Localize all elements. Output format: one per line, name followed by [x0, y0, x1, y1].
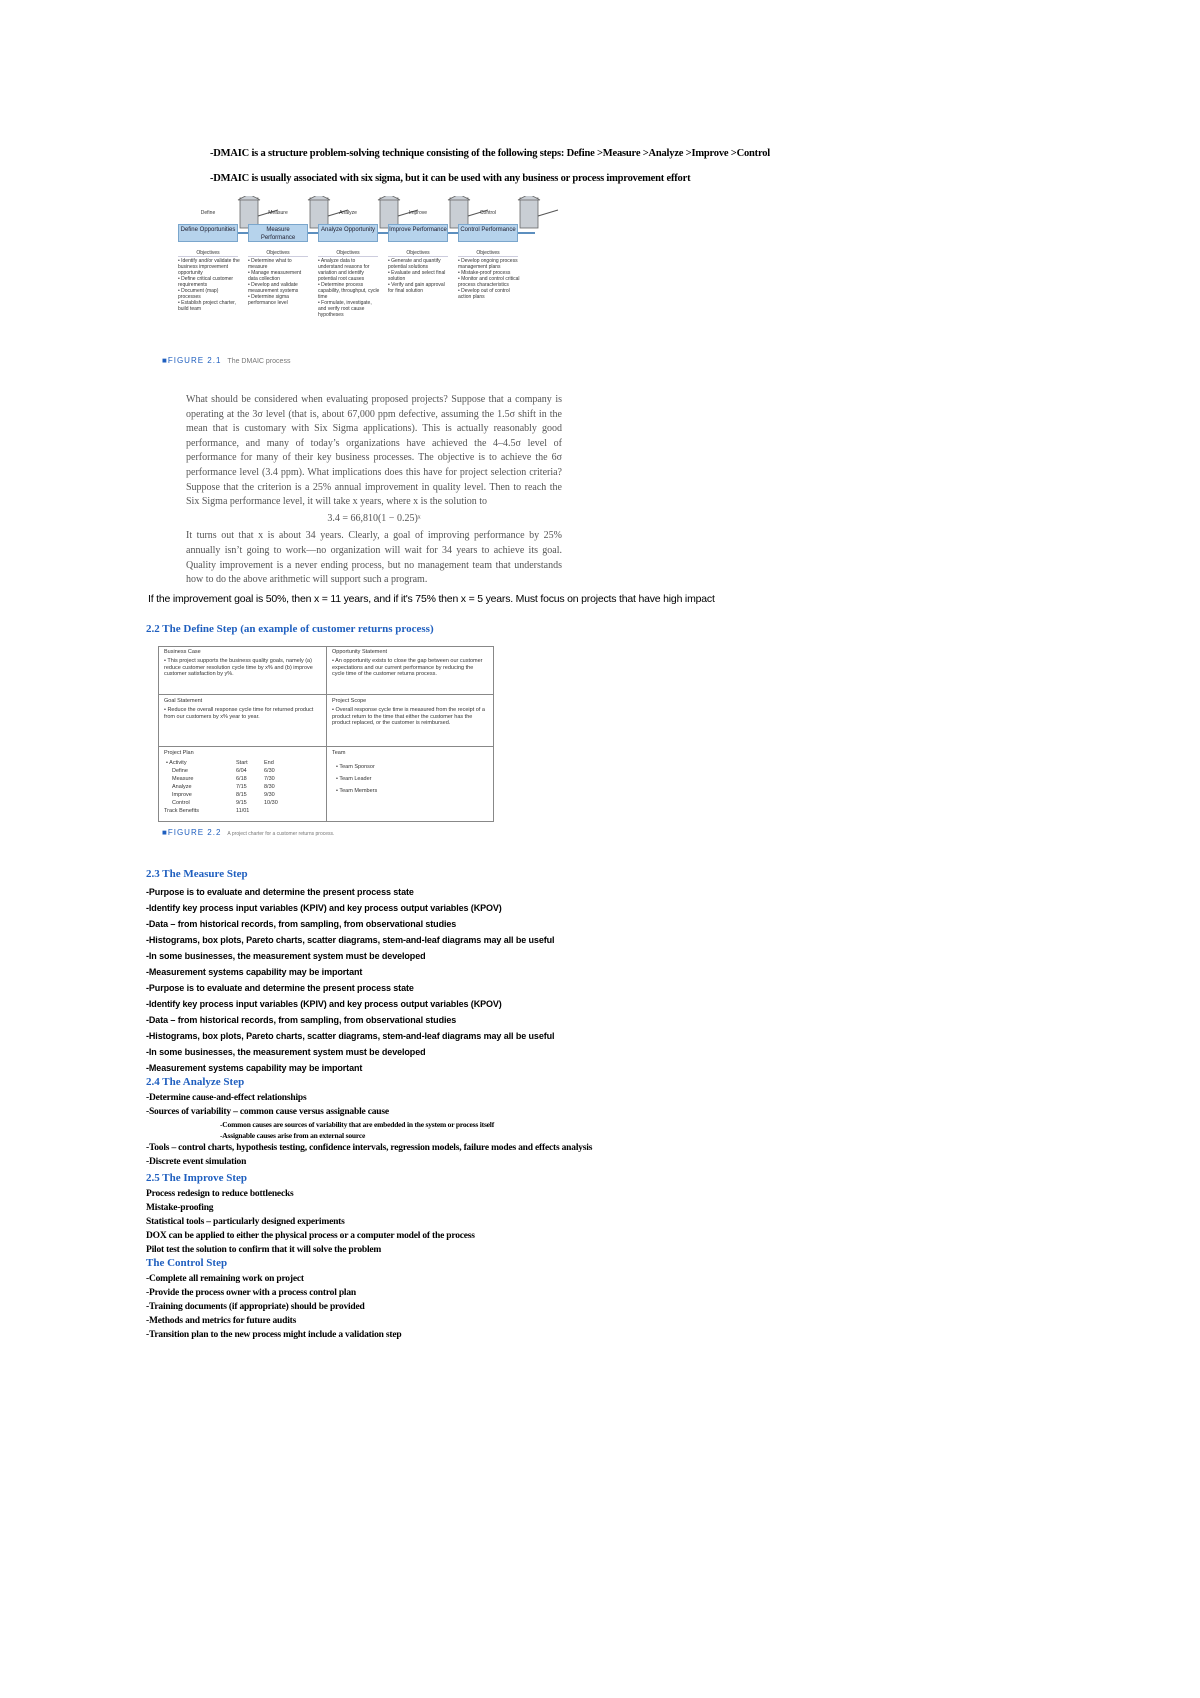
list-item: Statistical tools – particularly designed experiments — [146, 1217, 345, 1227]
business-case-heading: Business Case — [164, 649, 201, 655]
phase-objectives-heading: Objectives — [318, 250, 378, 257]
intro-line-1: -DMAIC is a structure problem-solving technique consisting of the following steps: Define >Measure >Analyze >Improve >Control — [210, 148, 770, 159]
phase-tab-improve: Improve — [408, 210, 428, 216]
control-step-heading: The Control Step — [146, 1257, 228, 1269]
list-item: Process redesign to reduce bottlenecks — [146, 1189, 294, 1199]
list-item: -Provide the process owner with a process control plan — [146, 1288, 356, 1298]
plan-cell: Define — [172, 768, 188, 774]
measure-step-heading: 2.3 The Measure Step — [146, 868, 248, 880]
figure-caption-label: ■FIGURE 2.2 — [162, 828, 222, 837]
phase-objectives-heading: Objectives — [248, 250, 308, 257]
phase-tab-measure: Measure — [268, 210, 288, 216]
phase-box-analyze: Analyze Opportunity — [318, 224, 378, 242]
list-item: -Tools – control charts, hypothesis testing, confidence intervals, regression models, failure modes and effects analysis — [146, 1143, 593, 1153]
improvement-goal-note: If the improvement goal is 50%, then x = 11 years, and if it's 75% then x = 5 years. Must focus on projects that have high impact — [148, 593, 715, 605]
textbook-excerpt — [186, 393, 562, 588]
team-item: • Team Sponsor — [336, 764, 375, 770]
improve-step-list — [146, 1187, 475, 1257]
control-step-list — [146, 1272, 401, 1342]
analyze-step-list — [146, 1091, 592, 1169]
list-item: -Histograms, box plots, Pareto charts, scatter diagrams, stem-and-leaf diagrams may all be useful — [146, 935, 555, 945]
list-item: -Data – from historical records, from sampling, from observational studies — [146, 919, 457, 929]
charter-divider — [326, 646, 327, 822]
list-item: -In some businesses, the measurement system must be developed — [146, 951, 426, 961]
figure-caption-text: The DMAIC process — [227, 358, 291, 365]
phase-objectives-improve: • Generate and quantify potential solutions • Evaluate and select final solution • Verify and gain approval for final solution — [388, 258, 446, 294]
list-item: -Histograms, box plots, Pareto charts, scatter diagrams, stem-and-leaf diagrams may all be useful — [146, 1031, 555, 1041]
team-item: • Team Leader — [336, 776, 372, 782]
list-item: -Purpose is to evaluate and determine the present process state — [146, 887, 414, 897]
list-item: -Measurement systems capability may be important — [146, 1063, 363, 1073]
phase-tab-define: Define — [200, 210, 216, 216]
phase-box-control: Control Performance — [458, 224, 518, 242]
figure-caption — [162, 356, 290, 365]
improve-step-heading: 2.5 The Improve Step — [146, 1172, 248, 1184]
plan-cell: 7/30 — [264, 776, 275, 782]
project-charter-figure — [158, 646, 494, 837]
plan-cell: 6/04 — [236, 768, 247, 774]
figure-caption — [162, 828, 334, 837]
list-item: -In some businesses, the measurement system must be developed — [146, 1047, 426, 1057]
phase-tab-analyze: Analyze — [339, 210, 357, 216]
define-step-heading: 2.2 The Define Step (an example of customer returns process) — [146, 623, 434, 635]
goal-text: • Reduce the overall response cycle time for returned product from our customers by x% year to year. — [164, 707, 314, 720]
plan-cell: 9/30 — [264, 792, 275, 798]
scope-text: • Overall response cycle time is measured from the receipt of a product return to the time that either the customer has the product replaced, or the customer is reimbursed. — [332, 707, 485, 726]
goal-heading: Goal Statement — [164, 698, 203, 704]
intro-line-2: -DMAIC is usually associated with six sigma, but it can be used with any business or process improvement effort — [210, 173, 691, 184]
list-item: Pilot test the solution to confirm that it will solve the problem — [146, 1245, 382, 1255]
charter-divider — [158, 694, 494, 695]
dmaic-figure — [162, 196, 590, 366]
measure-step-list — [146, 884, 554, 1076]
list-item: -Identify key process input variables (KPIV) and key process output variables (KPOV) — [146, 903, 502, 913]
phase-objectives-analyze: • Analyze data to understand reasons for variation and identify potential root causes • Determine process capability, throughput, cycle time • Formulate, investigate, and verify root cause hypotheses — [318, 258, 380, 318]
plan-cell: 6/30 — [264, 768, 275, 774]
team-item: • Team Members — [336, 788, 378, 794]
plan-cell: Analyze — [172, 784, 192, 790]
business-case-text: • This project supports the business quality goals, namely (a) reduce customer resolution cycle time by x% and (b) improve customer satisfaction by y%. — [164, 658, 313, 677]
plan-cell: 11/01 — [236, 808, 250, 814]
charter-divider — [158, 746, 494, 747]
team-heading: Team — [332, 750, 346, 756]
list-item: -Training documents (if appropriate) should be provided — [146, 1302, 365, 1312]
phase-box-measure: Measure Performance — [248, 224, 308, 242]
phase-objectives-measure: • Determine what to measure • Manage measurement data collection • Develop and validate measurement systems • Determine sigma performance level — [248, 258, 302, 306]
list-item: -Discrete event simulation — [146, 1157, 247, 1167]
plan-cell: 7/15 — [236, 784, 247, 790]
figure-caption-text: A project charter for a customer returns process. — [227, 831, 335, 837]
opportunity-heading: Opportunity Statement — [332, 649, 388, 655]
plan-cell: End — [264, 760, 274, 766]
figure-caption-label: ■FIGURE 2.1 — [162, 356, 222, 365]
list-item: -Methods and metrics for future audits — [146, 1316, 297, 1326]
excerpt-paragraph-1: What should be considered when evaluating proposed projects? Suppose that a company is operating at the 3σ level (that is, about 67,000 ppm defective, assuming the 1.5σ shift in the mean that is customary with Six Sigma applications). This is actually reasonably good performance, and many of today’s organizations have achieved the 4–4.5σ level of performance for many of their key business processes. The objective is to achieve the 6σ performance level (3.4 ppm). What implications does this have for project selection criteria? Suppose that the criterion is a 25% annual improvement in quality level. Then to reach the Six Sigma performance level, it will take x years, where x is the solution to — [186, 394, 562, 508]
list-subitem: -Assignable causes arise from an external source — [220, 1131, 366, 1140]
plan-cell: 8/30 — [264, 784, 275, 790]
list-item: -Complete all remaining work on project — [146, 1274, 304, 1284]
list-item: -Sources of variability – common cause versus assignable cause — [146, 1107, 389, 1117]
list-item: -Measurement systems capability may be important — [146, 967, 363, 977]
plan-cell: 6/18 — [236, 776, 247, 782]
list-item: -Transition plan to the new process might include a validation step — [146, 1330, 402, 1340]
plan-cell: Improve — [172, 792, 192, 798]
list-item: DOX can be applied to either the physical process or a computer model of the process — [146, 1231, 475, 1241]
phase-box-define: Define Opportunities — [178, 224, 238, 242]
plan-cell: Measure — [172, 776, 194, 782]
scope-heading: Project Scope — [332, 698, 367, 704]
phase-box-improve: Improve Performance — [388, 224, 448, 242]
list-item: -Data – from historical records, from sampling, from observational studies — [146, 1015, 457, 1025]
opportunity-text: • An opportunity exists to close the gap between our customer expectations and our current performance by reducing the cycle time of the customer returns process. — [332, 658, 483, 677]
plan-cell: Track Benefits — [164, 808, 199, 814]
list-item: Mistake-proofing — [146, 1203, 214, 1213]
excerpt-paragraph-2: It turns out that x is about 34 years. Clearly, a goal of improving performance by 25% annually isn’t going to work—no organization will wait for 34 years to achieve its goal. Quality improvement is a never ending process, but no management team that understands how to do the above arithmetic will support such a program. — [186, 530, 562, 586]
list-item: -Purpose is to evaluate and determine the present process state — [146, 983, 414, 993]
plan-cell: Start — [236, 760, 248, 766]
list-subitem: -Common causes are sources of variability that are embedded in the system or process itself — [220, 1120, 494, 1129]
phase-objectives-heading: Objectives — [388, 250, 448, 257]
list-item: -Identify key process input variables (KPIV) and key process output variables (KPOV) — [146, 999, 502, 1009]
plan-cell: 9/15 — [236, 800, 247, 806]
plan-cell: 8/15 — [236, 792, 247, 798]
plan-cell: 10/30 — [264, 800, 278, 806]
phase-objectives-heading: Objectives — [178, 250, 238, 257]
phase-tab-control: Control — [479, 210, 497, 216]
list-item: -Determine cause-and-effect relationships — [146, 1093, 307, 1103]
plan-cell: Control — [172, 800, 190, 806]
analyze-step-heading: 2.4 The Analyze Step — [146, 1076, 245, 1088]
phase-objectives-define: • Identify and/or validate the business improvement opportunity • Define critical customer requirements • Document (map) processes • Establish project charter, build team — [178, 258, 240, 312]
project-plan-heading: Project Plan — [164, 750, 194, 756]
phase-objectives-control: • Develop ongoing process management plans • Mistake-proof process • Monitor and control critical process characteristics • Develop out of control action plans — [458, 258, 520, 300]
excerpt-equation: 3.4 = 66,810(1 − 0.25)ˣ — [327, 512, 421, 524]
phase-objectives-heading: Objectives — [458, 250, 518, 257]
plan-cell: • Activity — [166, 760, 187, 766]
